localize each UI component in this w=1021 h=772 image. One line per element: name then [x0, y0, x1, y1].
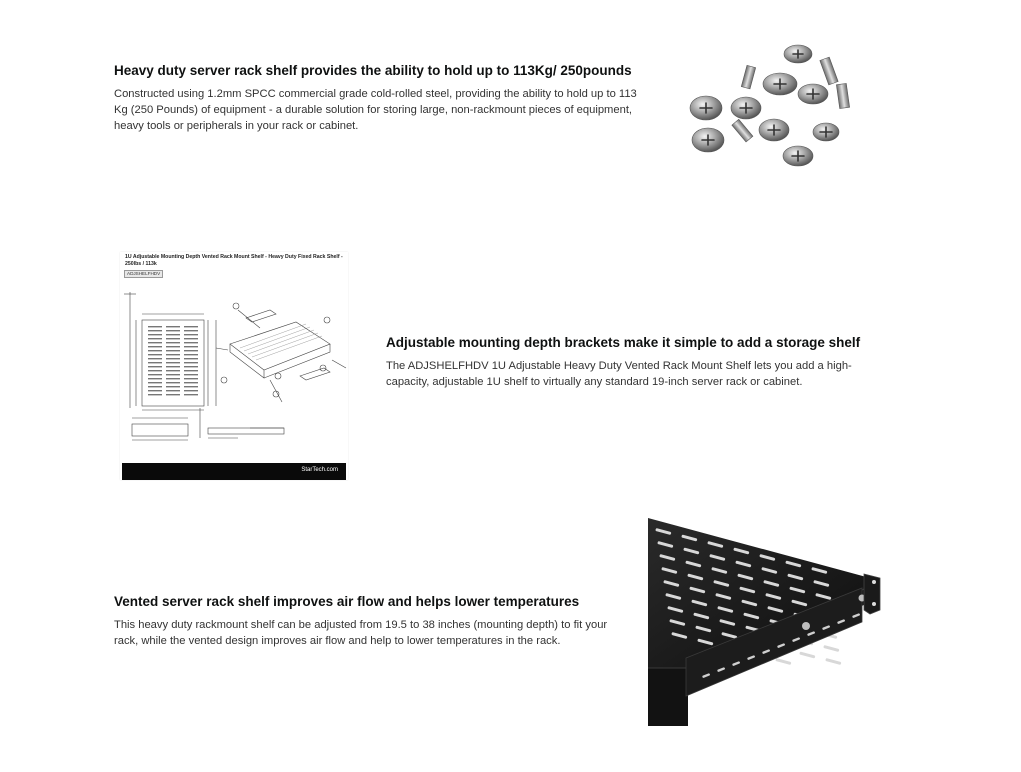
- spec-sheet-sku: ADJSHELFHDV: [124, 270, 163, 278]
- feature-description: This heavy duty rackmount shelf can be adjusted from 19.5 to 38 inches (mounting depth) to fit your rack, while the vented design improves air flow and help to lower temperatures in the rack.: [114, 619, 608, 647]
- spec-sheet-footer: [122, 463, 346, 480]
- vented-shelf-image: [648, 518, 888, 726]
- technical-drawing-icon: [120, 252, 348, 480]
- screws-photo-icon: [648, 36, 888, 170]
- feature-description: The ADJSHELFHDV 1U Adjustable Heavy Duty Vented Rack Mount Shelf lets you add a high-capacity, adjustable 1U shelf to virtually any standard 19-inch server rack or cabinet.: [386, 360, 852, 388]
- spec-sheet: [120, 252, 348, 480]
- feature-description: Constructed using 1.2mm SPCC commercial grade cold-rolled steel, providing the ability to hold up to 113 Kg (250 Pounds) of equipment - a durable solution for storing large, non-rackmount pieces of equipment, heavy tools or peripherals in your rack or cabinet.: [114, 88, 637, 132]
- spec-sheet-title: 1U Adjustable Mounting Depth Vented Rack Mount Shelf - Heavy Duty Fixed Rack Shelf - 250lbs / 113k: [125, 254, 343, 267]
- feature-heading: Heavy duty server rack shelf provides the ability to hold up to 113Kg/ 250pounds: [114, 63, 632, 78]
- feature-heading: Adjustable mounting depth brackets make it simple to add a storage shelf: [386, 335, 861, 350]
- vent-slot: [823, 645, 839, 652]
- vented-shelf-photo-icon: [648, 518, 888, 726]
- feature-block-adjustable-depth: [386, 334, 866, 390]
- screws-image: [648, 36, 888, 170]
- vent-slot: [775, 658, 791, 665]
- feature-block-airflow: [114, 593, 634, 649]
- brand-logo: StarTech.com: [301, 467, 338, 473]
- feature-heading: Vented server rack shelf improves air flow and helps lower temperatures: [114, 594, 580, 609]
- vent-slot: [799, 652, 815, 659]
- vent-slot: [825, 658, 841, 665]
- spec-sheet-image: [120, 252, 348, 480]
- feature-block-weight-capacity: [114, 62, 644, 134]
